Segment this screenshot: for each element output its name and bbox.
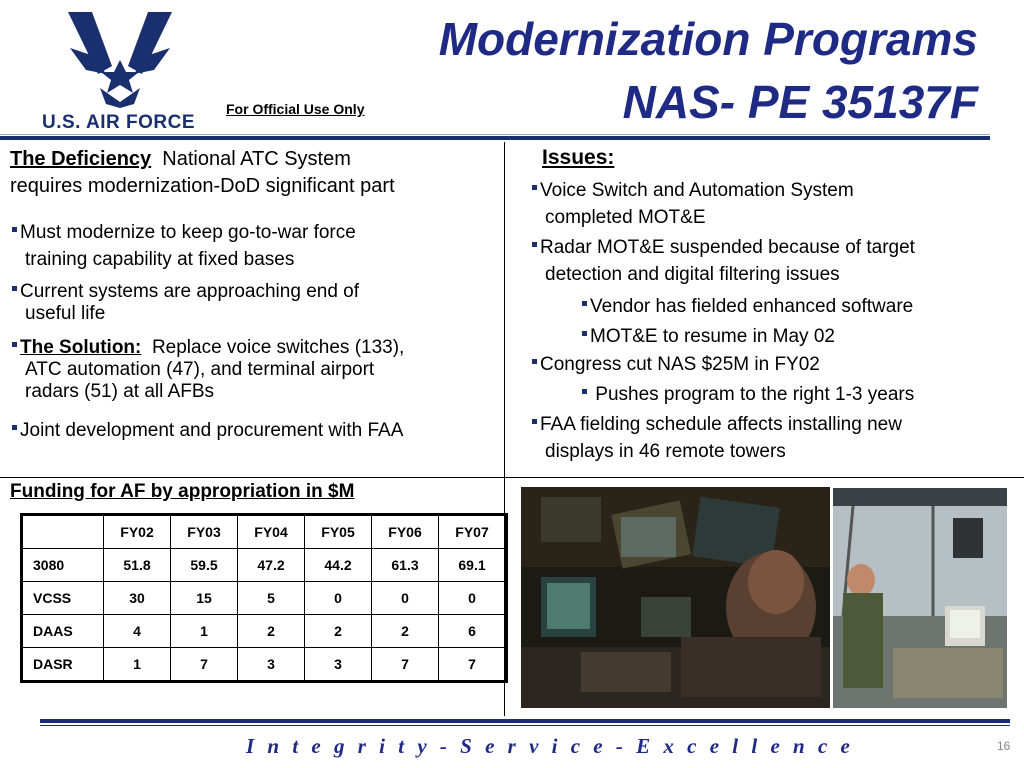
bullet-text: ATC automation (47), and terminal airport [25, 359, 375, 380]
table-cell: 2 [372, 615, 439, 648]
classification-marking: For Official Use Only [226, 101, 365, 117]
deficiency-text-2: requires modernization-DoD significant part [10, 175, 395, 197]
column-header: FY02 [104, 515, 171, 549]
left-bullet-2 [12, 281, 359, 325]
table-cell: 7 [372, 648, 439, 682]
table-cell: 47.2 [238, 549, 305, 582]
header-rule-thin [0, 134, 990, 135]
bullet-square-icon [582, 301, 587, 306]
funding-heading: Funding for AF by appropriation in $M [10, 481, 355, 502]
table-cell: 51.8 [104, 549, 171, 582]
bullet-text: Vendor has fielded enhanced software [590, 296, 914, 317]
core-values-motto: I n t e g r i t y - S e r v i c e - E x c e l l e n c e [246, 734, 854, 758]
bullet-text: Current systems are approaching end of [20, 281, 360, 302]
table-cell: 2 [305, 615, 372, 648]
deficiency-statement [10, 146, 504, 200]
table-cell: 1 [171, 615, 238, 648]
row-label: VCSS [22, 582, 104, 615]
logo-wordmark: U.S. AIR FORCE [42, 112, 196, 133]
table-cell: 5 [238, 582, 305, 615]
table-cell: 0 [372, 582, 439, 615]
table-cell: 7 [439, 648, 507, 682]
bullet-square-icon [532, 419, 537, 424]
bullet-square-icon [12, 227, 17, 232]
bullet-text: Voice Switch and Automation System [540, 180, 854, 201]
table-cell: 2 [238, 615, 305, 648]
table-corner-cell [22, 515, 104, 549]
bullet-square-icon [532, 242, 537, 247]
section-divider [0, 477, 1024, 478]
row-label: 3080 [22, 549, 104, 582]
bullet-text: Must modernize to keep go-to-war force [20, 222, 356, 243]
deficiency-heading: The Deficiency [10, 148, 152, 170]
bullet-text: Joint development and procurement with FAA [20, 420, 404, 441]
page-number: 16 [997, 739, 1011, 753]
slide-subtitle: NAS- PE 35137F [622, 76, 978, 128]
solution-heading: The Solution: [20, 337, 142, 358]
table-header-row [22, 515, 507, 549]
issue-bullet-2 [532, 234, 915, 288]
table-cell: 61.3 [372, 549, 439, 582]
bullet-text: displays in 46 remote towers [545, 441, 786, 462]
bullet-text: useful life [25, 303, 106, 324]
issue-sub-bullet-3 [582, 381, 914, 408]
table-row [22, 648, 507, 682]
table-row [22, 615, 507, 648]
bullet-square-icon [582, 331, 587, 336]
bullet-text: Replace voice switches (133), [151, 337, 405, 358]
funding-table [20, 513, 508, 683]
issue-bullet-1 [532, 177, 854, 231]
bullet-text: detection and digital filtering issues [545, 264, 840, 285]
deficiency-text-1: National ATC System [162, 148, 351, 170]
left-bullet-4 [12, 420, 403, 442]
table-row [22, 549, 507, 582]
bullet-text: training capability at fixed bases [25, 249, 295, 270]
issues-heading: Issues: [542, 146, 615, 169]
table-row [22, 582, 507, 615]
table-cell: 69.1 [439, 549, 507, 582]
bullet-text: FAA fielding schedule affects installing new [540, 414, 902, 435]
bullet-square-icon [12, 342, 17, 347]
radar-operators-photo [521, 487, 830, 708]
column-header: FY07 [439, 515, 507, 549]
issue-sub-bullets-2 [582, 292, 913, 352]
bullet-square-icon [12, 425, 17, 430]
table-cell: 7 [171, 648, 238, 682]
control-tower-photo [833, 488, 1007, 708]
column-header: FY04 [238, 515, 305, 549]
bullet-square-icon [532, 359, 537, 364]
bullet-text: MOT&E to resume in May 02 [590, 326, 835, 347]
table-cell: 30 [104, 582, 171, 615]
bullet-text: Pushes program to the right 1-3 years [590, 384, 915, 405]
row-label: DAAS [22, 615, 104, 648]
row-label: DASR [22, 648, 104, 682]
bullet-square-icon [12, 286, 17, 291]
bullet-text: Radar MOT&E suspended because of target [540, 237, 915, 258]
header-rule [0, 136, 990, 140]
column-header: FY03 [171, 515, 238, 549]
table-cell: 59.5 [171, 549, 238, 582]
left-bullet-1 [12, 222, 356, 271]
bullet-text: radars (51) at all AFBs [25, 381, 215, 402]
table-cell: 1 [104, 648, 171, 682]
issue-bullet-3 [532, 351, 820, 378]
table-cell: 3 [238, 648, 305, 682]
bullet-text: Congress cut NAS $25M in FY02 [540, 354, 820, 375]
table-cell: 0 [439, 582, 507, 615]
bullet-square-icon [532, 185, 537, 190]
column-header: FY05 [305, 515, 372, 549]
table-cell: 4 [104, 615, 171, 648]
slide-title: Modernization Programs [438, 13, 978, 65]
left-bullet-solution [12, 337, 404, 403]
bullet-text: completed MOT&E [545, 207, 706, 228]
issue-bullet-4 [532, 411, 902, 465]
table-cell: 0 [305, 582, 372, 615]
table-cell: 44.2 [305, 549, 372, 582]
table-cell: 3 [305, 648, 372, 682]
footer-rule-thin [40, 725, 1010, 726]
footer-rule [40, 719, 1010, 723]
column-header: FY06 [372, 515, 439, 549]
table-cell: 6 [439, 615, 507, 648]
table-cell: 15 [171, 582, 238, 615]
bullet-square-icon [582, 389, 587, 394]
